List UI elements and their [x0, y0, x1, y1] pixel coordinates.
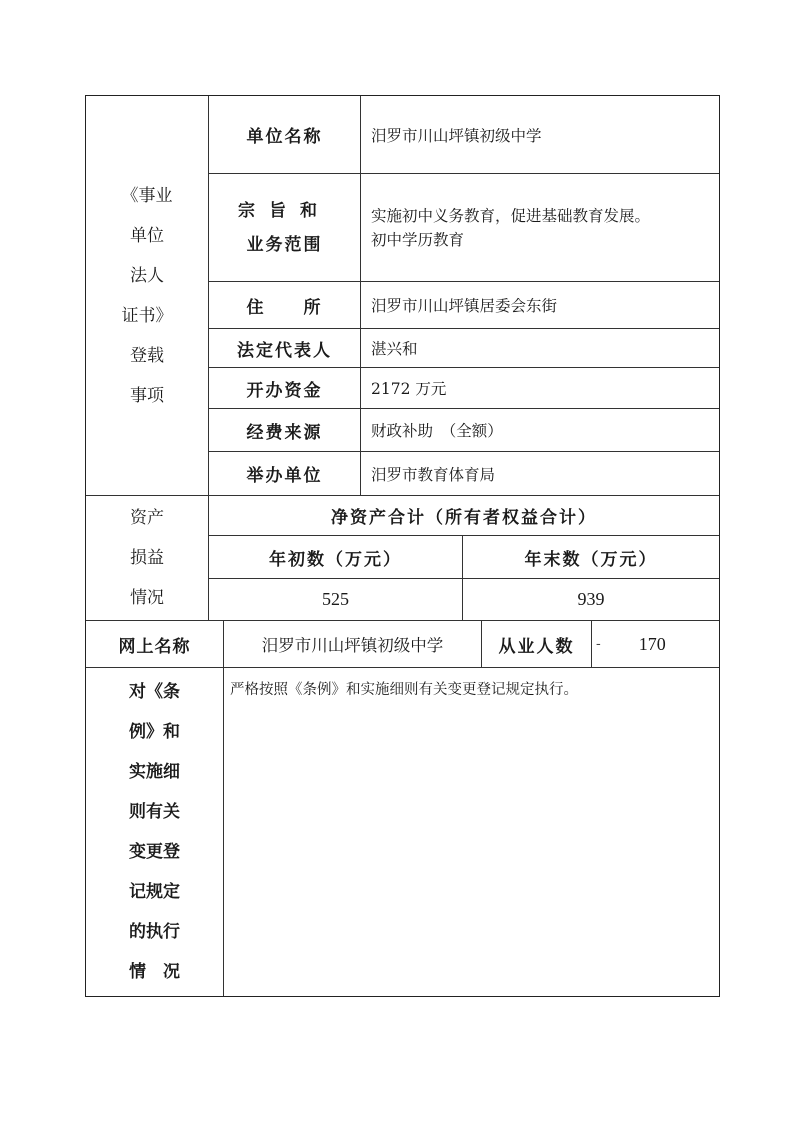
capital-value: 2172 万元 [360, 367, 719, 408]
registration-section-label-line: 《事业 [121, 185, 173, 206]
address-label: 住 所 [208, 281, 360, 328]
registration-section-label-line: 法人 [130, 265, 164, 286]
capital-label: 开办资金 [208, 367, 360, 408]
end-year-label: 年末数（万元） [462, 535, 719, 578]
registration-form [85, 95, 720, 997]
staff-count-cell [591, 620, 719, 667]
compliance-section-label-line: 变更登 [129, 842, 180, 862]
assets-section-label [86, 495, 208, 620]
legal-rep-label: 法定代表人 [208, 328, 360, 367]
funding-value: 财政补助 （全额） [360, 408, 719, 451]
online-name-value: 汨罗市川山坪镇初级中学 [223, 620, 481, 667]
end-year-value: 939 [462, 578, 719, 620]
compliance-section-label-line: 对《条 [129, 682, 180, 702]
sponsor-label: 举办单位 [208, 451, 360, 495]
purpose-value-line1: 实施初中义务教育，促进基础教育发展。 [371, 206, 651, 225]
assets-section-label-line: 情况 [130, 588, 164, 608]
address-value: 汨罗市川山坪镇居委会东街 [360, 281, 719, 328]
purpose-value [360, 173, 719, 281]
compliance-section-label-line: 记规定 [129, 882, 180, 902]
unit-name-label: 单位名称 [208, 96, 360, 173]
staff-count-dash: - [596, 636, 601, 652]
registration-section-label [86, 96, 208, 495]
sponsor-value: 汨罗市教育体育局 [360, 451, 719, 495]
compliance-section-label [86, 667, 223, 996]
online-name-label: 网上名称 [86, 620, 223, 667]
begin-year-value: 525 [208, 578, 462, 620]
unit-name-value: 汨罗市川山坪镇初级中学 [360, 96, 719, 173]
purpose-label-line1: 宗旨和 [238, 200, 331, 221]
staff-count-label: 从业人数 [481, 620, 591, 667]
registration-section-label-line: 事项 [130, 385, 164, 406]
compliance-value: 严格按照《条例》和实施细则有关变更登记规定执行。 [223, 667, 719, 996]
funding-label: 经费来源 [208, 408, 360, 451]
compliance-section-label-line: 情 况 [129, 962, 180, 982]
compliance-section-label-line: 的执行 [129, 922, 180, 942]
legal-rep-value: 湛兴和 [360, 328, 719, 367]
registration-section-label-line: 单位 [130, 225, 164, 246]
registration-section-label-line: 登载 [130, 345, 164, 366]
compliance-section-label-line: 则有关 [129, 802, 180, 822]
assets-section-label-line: 资产 [130, 508, 164, 528]
staff-count-value: 170 [638, 633, 666, 654]
net-assets-header: 净资产合计（所有者权益合计） [208, 495, 719, 535]
purpose-label-line2: 业务范围 [246, 234, 323, 255]
compliance-section-label-line: 例》和 [129, 722, 180, 742]
purpose-label [208, 173, 360, 281]
begin-year-label: 年初数（万元） [208, 535, 462, 578]
purpose-value-line2: 初中学历教育 [371, 230, 465, 249]
compliance-section-label-line: 实施细 [129, 762, 180, 782]
assets-section-label-line: 损益 [130, 548, 164, 568]
registration-section-label-line: 证书》 [121, 305, 173, 326]
